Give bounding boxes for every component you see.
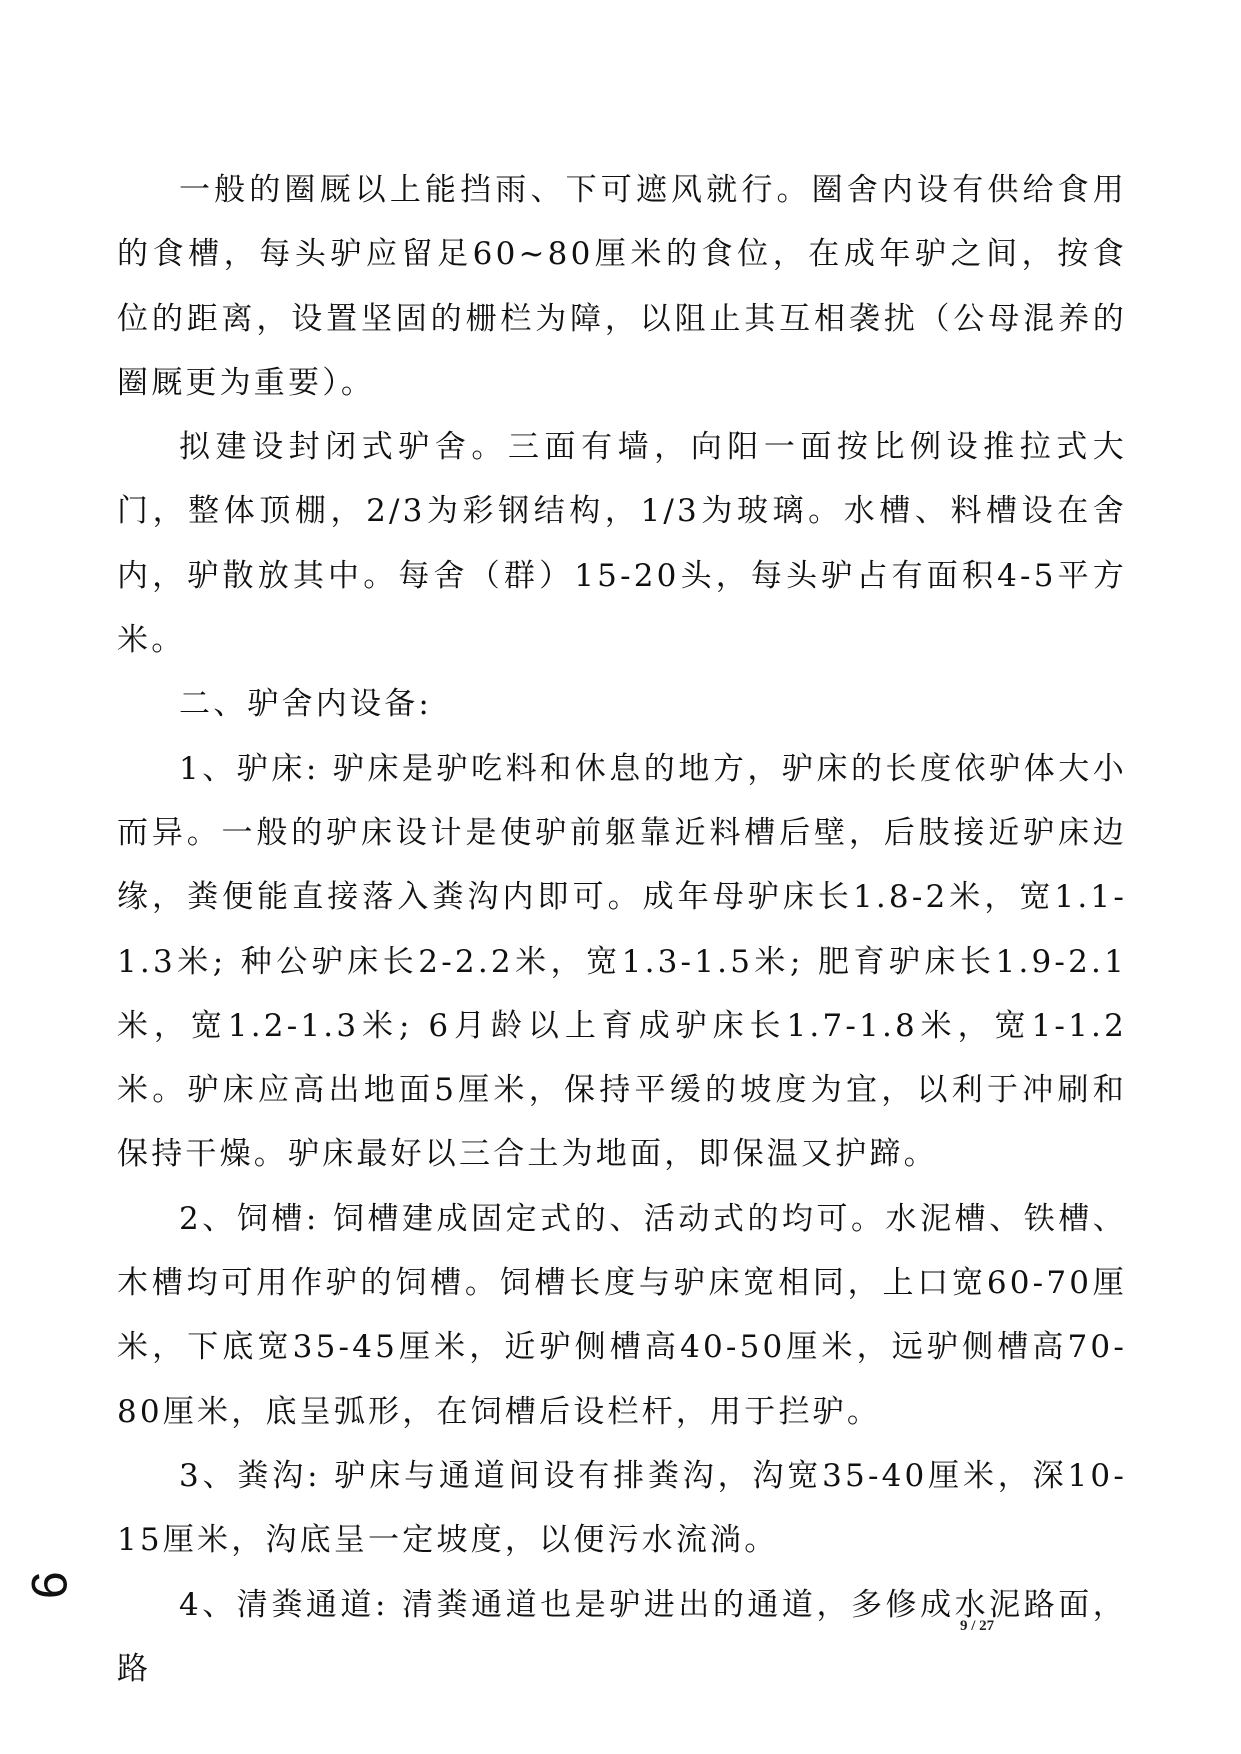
page-indicator: 9 / 27 <box>960 1618 995 1634</box>
document-body <box>117 158 1127 1701</box>
paragraph-7-passage: 4、清粪通道: 清粪通道也是驴进出的通道，多修成水泥路面，路 <box>117 1586 1127 1687</box>
paragraph-4-bed: 1、驴床: 驴床是驴吃料和休息的地方，驴床的长度依驴体大小而异。一般的驴床设计是使驴前躯靠近料槽后壁，后肢接近驴床边缘，粪便能直接落入粪沟内即可。成年母驴床长1.8-2米，宽1.1-1.3米; 种公驴床长2-2.2米，宽1.3-1.5米; 肥育驴床长1.9-2.1米，宽1.2-1.3米; 6月龄以上育成驴床长1.7-1.8米，宽1-1.2米。驴床应高出地面5厘米，保持平缓的坡度为宜，以利于冲刷和保持干燥。驴床最好以三合土为地面，即保温又护蹄。 <box>117 750 1127 1173</box>
paragraph-1: 一般的圈厩以上能挡雨、下可遮风就行。圈舍内设有供给食用的食槽，每头驴应留足60~80厘米的食位，在成年驴之间，按食位的距离，设置坚固的栅栏为障，以阻止其互相袭扰（公母混养的圈厩更为重要）。 <box>117 172 1127 401</box>
paragraph-6-manure-ditch: 3、粪沟: 驴床与通道间设有排粪沟，沟宽35-40厘米，深10-15厘米，沟底呈一定坡度，以便污水流淌。 <box>117 1457 1127 1559</box>
paragraph-2: 拟建设封闭式驴舍。三面有墙，向阳一面按比例设推拉式大门，整体顶棚，2/3为彩钢结构，1/3为玻璃。水槽、料槽设在舍内，驴散放其中。每舍（群）15-20头，每头驴占有面积4-5平方米。 <box>117 429 1127 659</box>
paragraph-5-trough: 2、饲槽: 饲槽建成固定式的、活动式的均可。水泥槽、铁槽、木槽均可用作驴的饲槽。饲槽长度与驴床宽相同，上口宽60-70厘米，下底宽35-45厘米，近驴侧槽高40-50厘米，远驴侧槽高70-80厘米，底呈弧形，在饲槽后设栏杆，用于拦驴。 <box>117 1200 1127 1430</box>
margin-page-number: 9 <box>20 1571 77 1599</box>
paragraph-3-heading: 二、驴舍内设备: <box>179 686 433 723</box>
